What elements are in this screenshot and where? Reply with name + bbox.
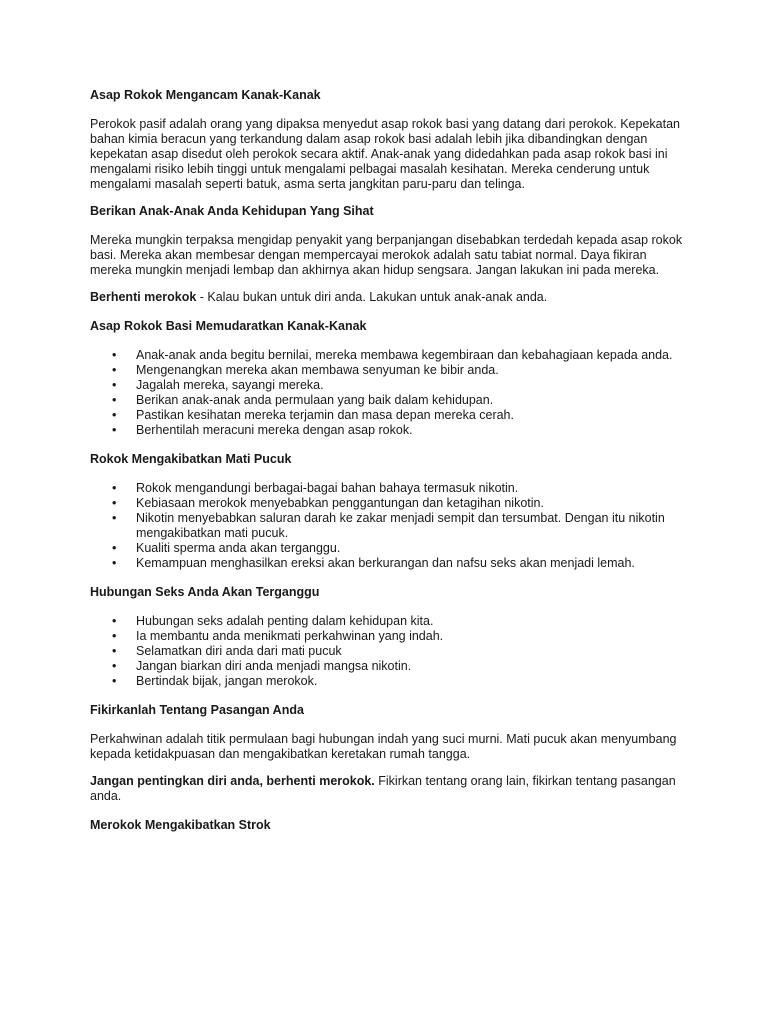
list-item-text: Mengenangkan mereka akan membawa senyuman ke bibir anda. [136,363,499,377]
bullet-list [90,614,690,689]
bullet-icon: • [112,659,117,673]
list-item [90,348,690,363]
call-to-action-text: - Kalau bukan untuk diri anda. Lakukan untuk anak-anak anda. [196,290,548,304]
list-item-text: Hubungan seks adalah penting dalam kehidupan kita. [136,614,434,628]
list-item-text: Berikan anak-anak anda permulaan yang baik dalam kehidupan. [136,393,494,407]
list-item-text: Nikotin menyebabkan saluran darah ke zakar menjadi sempit dan tersumbat. Dengan itu nikotin mengakibatkan mati pucuk. [136,511,665,540]
list-item-text: Kualiti sperma anda akan terganggu. [136,541,341,555]
list-item [90,393,690,408]
bullet-icon: • [112,423,117,437]
call-to-action-bold: Jangan pentingkan diri anda, berhenti merokok. [90,774,375,788]
paragraph: Perokok pasif adalah orang yang dipaksa menyedut asap rokok basi yang datang dari perokok. Kepekatan bahan kimia beracun yang terkandung dalam asap rokok basi adalah lebih jika dibandingkan dengan kepekatan asap disedut oleh perokok secara aktif. Anak-anak yang didedahkan pada asap rokok basi ini mengalami risiko lebih tinggi untuk mengalami pelbagai masalah kesihatan. Mereka cenderung untuk mengalami masalah seperti batuk, asma serta jangkitan paru-paru dan telinga. [90,117,680,191]
bullet-icon: • [112,363,117,377]
bullet-icon: • [112,496,117,510]
bullet-icon: • [112,644,117,658]
list-item [90,541,690,556]
bullet-icon: • [112,614,117,628]
section-heading: Asap Rokok Mengancam Kanak-Kanak [90,88,321,102]
section-heading: Fikirkanlah Tentang Pasangan Anda [90,703,304,717]
list-item [90,511,690,541]
list-item-text: Kemampuan menghasilkan ereksi akan berkurangan dan nafsu seks akan menjadi lemah. [136,556,635,570]
paragraph: Mereka mungkin terpaksa mengidap penyakit yang berpanjangan disebabkan terdedah kepada asap rokok basi. Mereka akan membesar dengan mempercayai merokok adalah satu tabiat normal. Daya fikiran mereka mungkin menjadi lembap dan akhirnya akan hidup sengsara. Jangan lakukan ini pada mereka. [90,233,683,277]
list-item [90,481,690,496]
call-to-action-text: Fikirkan tentang orang lain, fikirkan tentang pasangan anda. [90,774,676,803]
bullet-icon: • [112,378,117,392]
section-heading: Berikan Anak-Anak Anda Kehidupan Yang Sihat [90,204,374,218]
bullet-list [90,481,690,571]
list-item [90,629,690,644]
list-item-text: Ia membantu anda menikmati perkahwinan yang indah. [136,629,444,643]
bullet-list [90,348,690,438]
call-to-action [90,290,690,305]
bullet-icon: • [112,556,117,570]
section-heading: Merokok Mengakibatkan Strok [90,818,271,832]
call-to-action-bold: Berhenti merokok [90,290,197,304]
list-item [90,644,690,659]
list-item [90,496,690,511]
list-item [90,423,690,438]
paragraph: Perkahwinan adalah titik permulaan bagi hubungan indah yang suci murni. Mati pucuk akan menyumbang kepada ketidakpuasan dan mengakibatkan keretakan rumah tangga. [90,732,677,761]
bullet-icon: • [112,674,117,688]
list-item-text: Selamatkan diri anda dari mati pucuk [136,644,342,658]
bullet-icon: • [112,408,117,422]
list-item [90,659,690,674]
list-item [90,614,690,629]
list-item-text: Pastikan kesihatan mereka terjamin dan masa depan mereka cerah. [136,408,514,422]
bullet-icon: • [112,348,117,362]
list-item [90,556,690,571]
bullet-icon: • [112,629,117,643]
list-item-text: Jagalah mereka, sayangi mereka. [136,378,324,392]
list-item [90,408,690,423]
list-item [90,674,690,689]
section-heading: Rokok Mengakibatkan Mati Pucuk [90,452,292,466]
list-item-text: Bertindak bijak, jangan merokok. [136,674,318,688]
section-heading: Asap Rokok Basi Memudaratkan Kanak-Kanak [90,319,367,333]
list-item-text: Kebiasaan merokok menyebabkan penggantungan dan ketagihan nikotin. [136,496,544,510]
list-item [90,378,690,393]
list-item-text: Anak-anak anda begitu bernilai, mereka membawa kegembiraan dan kebahagiaan kepada anda. [136,348,673,362]
call-to-action [90,774,690,804]
list-item [90,363,690,378]
bullet-icon: • [112,393,117,407]
list-item-text: Rokok mengandungi berbagai-bagai bahan bahaya termasuk nikotin. [136,481,519,495]
list-item-text: Berhentilah meracuni mereka dengan asap rokok. [136,423,413,437]
document-page [90,88,690,847]
bullet-icon: • [112,481,117,495]
list-item-text: Jangan biarkan diri anda menjadi mangsa nikotin. [136,659,412,673]
bullet-icon: • [112,541,117,555]
bullet-icon: • [112,511,117,525]
section-heading: Hubungan Seks Anda Akan Terganggu [90,585,320,599]
